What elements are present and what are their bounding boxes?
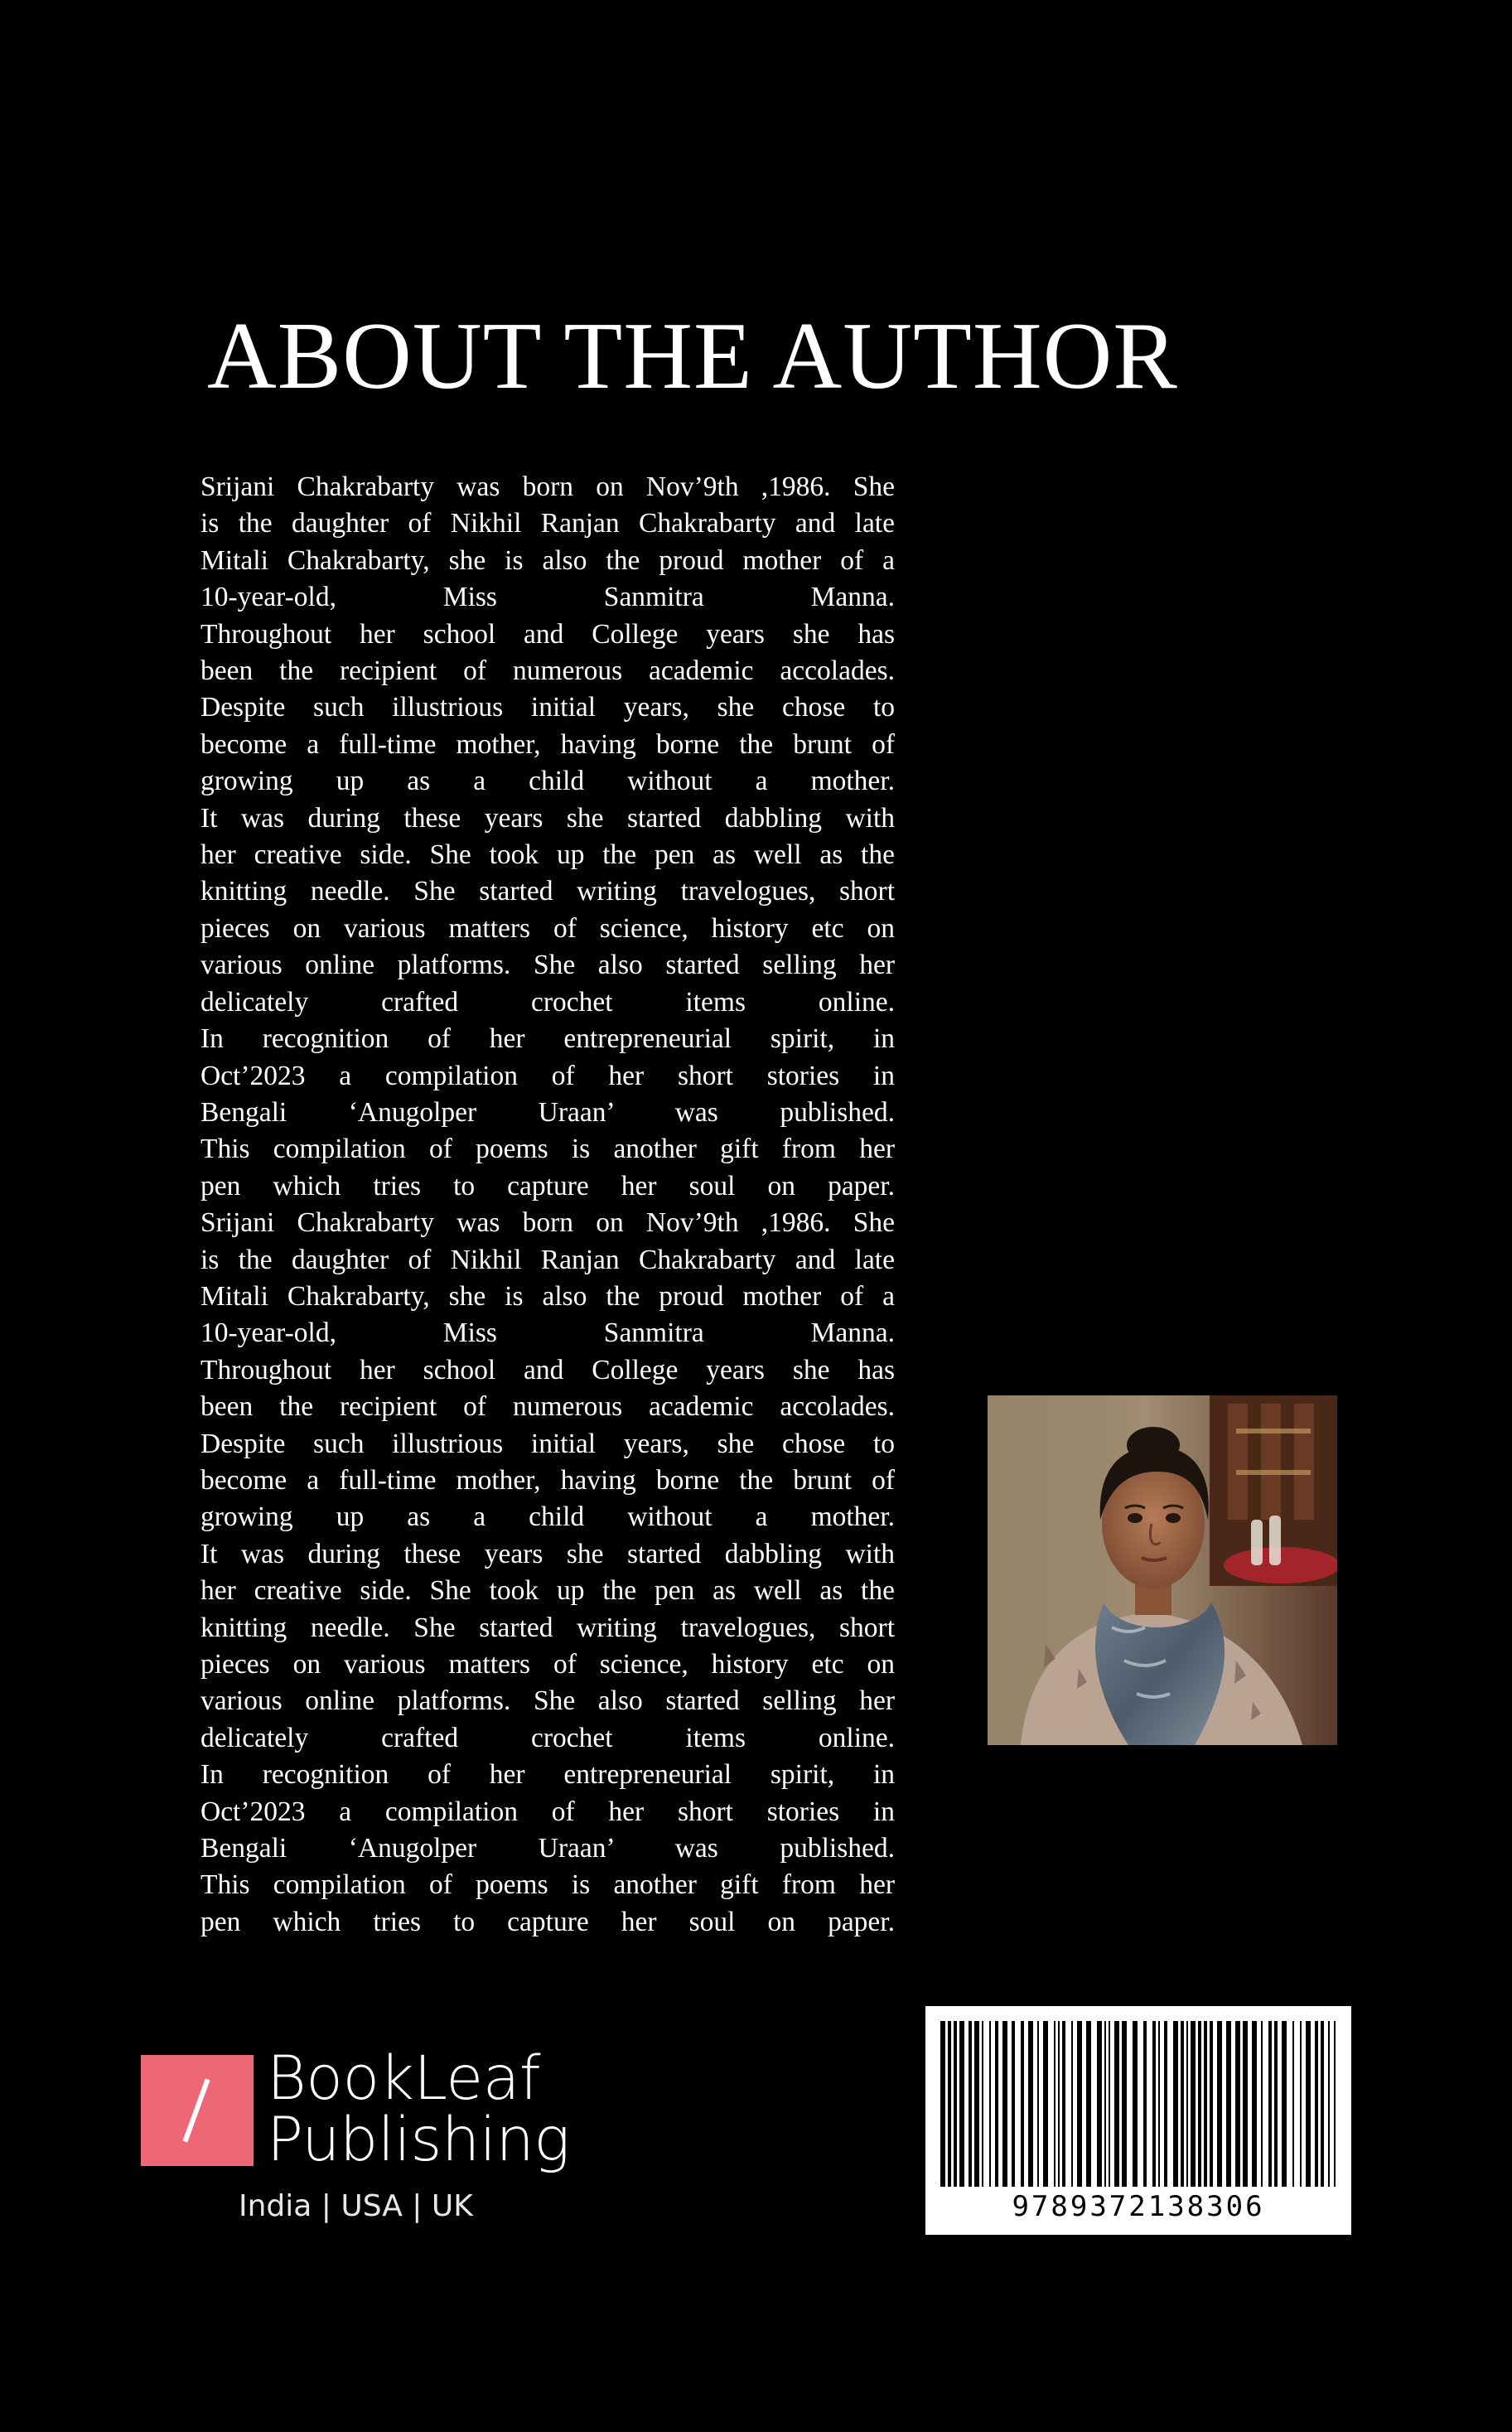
bio-line: It was during these years she started dabbling with (200, 1538, 895, 1569)
bio-line: growing up as a child without a mother. (200, 766, 895, 797)
barcode-bar (1104, 2021, 1106, 2187)
page-title: ABOUT THE AUTHOR (207, 303, 1178, 409)
bio-line: is the daughter of Nikhil Ranjan Chakrabarty and late (200, 508, 895, 539)
barcode-bar (1086, 2021, 1091, 2187)
barcode-bar (1058, 2021, 1060, 2187)
author-photo (988, 1395, 1337, 1745)
barcode-bar (1158, 2021, 1160, 2187)
barcode-bar (1328, 2021, 1330, 2187)
barcode-bar (1133, 2021, 1138, 2187)
barcode-bar (1143, 2021, 1147, 2187)
isbn-number: 9789372138306 (1012, 2190, 1265, 2223)
barcode-bar (948, 2021, 951, 2187)
barcode-bar (1300, 2021, 1302, 2187)
bio-line: Bengali ‘Anugolper Uraan’ was published. (200, 1096, 895, 1128)
barcode-bars (937, 2021, 1340, 2187)
barcode-bar (1114, 2021, 1119, 2187)
barcode-bar (1122, 2021, 1127, 2187)
barcode-bar (1210, 2021, 1213, 2187)
barcode-bar (1097, 2021, 1102, 2187)
publisher-regions: India | USA | UK (239, 2189, 473, 2223)
bio-line: pieces on various matters of science, history etc on (200, 1649, 895, 1680)
barcode-bar (1217, 2021, 1222, 2187)
barcode-bar (1198, 2021, 1201, 2187)
barcode-bar (1186, 2021, 1188, 2187)
bio-line: This compilation of poems is another gift from her (200, 1134, 895, 1165)
bio-line: In recognition of her entrepreneurial spirit, in (200, 1023, 895, 1055)
bio-line: been the recipient of numerous academic accolades. (200, 1391, 895, 1423)
bio-line: pieces on various matters of science, history etc on (200, 912, 895, 944)
bio-line: knitting needle. She started writing travelogues, short (200, 1612, 895, 1643)
barcode-bar (1252, 2021, 1257, 2187)
bio-line: various online platforms. She also started selling her (200, 950, 895, 981)
publisher-logo-mark (141, 2055, 254, 2166)
barcode-bar (1077, 2021, 1082, 2187)
barcode-bar (969, 2021, 972, 2187)
publisher-name (267, 2043, 570, 2175)
barcode-bar (1152, 2021, 1156, 2187)
isbn-barcode (925, 2006, 1351, 2235)
bio-line: pen which tries to capture her soul on paper. (200, 1906, 895, 1937)
author-bio (200, 469, 895, 1941)
barcode-bar (1028, 2021, 1033, 2187)
barcode-bar (954, 2021, 957, 2187)
bio-line: It was during these years she started dabbling with (200, 802, 895, 834)
barcode-bar (940, 2021, 945, 2187)
bio-line: This compilation of poems is another gift from her (200, 1869, 895, 1901)
barcode-bar (1191, 2021, 1196, 2187)
barcode-bar (989, 2021, 991, 2187)
barcode-bar (982, 2021, 983, 2187)
bio-line: various online platforms. She also started selling her (200, 1685, 895, 1717)
barcode-bar (1261, 2021, 1263, 2187)
barcode-bar (995, 2021, 998, 2187)
bio-line: Despite such illustrious initial years, she chose to (200, 1428, 895, 1459)
bio-line: delicately crafted crochet items online. (200, 986, 895, 1018)
slash-icon (183, 2078, 210, 2142)
bio-line: In recognition of her entrepreneurial spirit, in (200, 1759, 895, 1791)
bio-line: been the recipient of numerous academic accolades. (200, 655, 895, 687)
barcode-bar (1062, 2021, 1065, 2187)
barcode-bar (1268, 2021, 1272, 2187)
bio-line: her creative side. She took up the pen as well as the (200, 839, 895, 871)
barcode-bar (1235, 2021, 1240, 2187)
bio-line: her creative side. She took up the pen as well as the (200, 1575, 895, 1607)
barcode-bar (1181, 2021, 1184, 2187)
bio-line: Despite such illustrious initial years, she chose to (200, 692, 895, 723)
barcode-bar (1243, 2021, 1248, 2187)
bio-line: Throughout her school and College years she has (200, 1354, 895, 1385)
bio-line: Mitali Chakrabarty, she is also the proud mother of a (200, 1280, 895, 1312)
bio-line: Bengali ‘Anugolper Uraan’ was published. (200, 1833, 895, 1864)
barcode-bar (1021, 2021, 1024, 2187)
bio-line: become a full-time mother, having borne the brunt of (200, 1464, 895, 1496)
barcode-bar (1282, 2021, 1287, 2187)
barcode-bar (1043, 2021, 1048, 2187)
barcode-bar (1315, 2021, 1318, 2187)
bio-line: Oct’2023 a compilation of her short stories in (200, 1796, 895, 1827)
barcode-bar (1321, 2021, 1324, 2187)
barcode-bar (1054, 2021, 1056, 2187)
barcode-bar (959, 2021, 964, 2187)
barcode-bar (1306, 2021, 1311, 2187)
bio-line: is the daughter of Nikhil Ranjan Chakrabarty and late (200, 1244, 895, 1275)
bio-line: delicately crafted crochet items online. (200, 1722, 895, 1753)
barcode-bar (1012, 2021, 1015, 2187)
bio-line: Oct’2023 a compilation of her short stories in (200, 1060, 895, 1091)
bio-line: pen which tries to capture her soul on paper. (200, 1170, 895, 1201)
bio-line: Throughout her school and College years she has (200, 618, 895, 650)
bio-line: 10-year-old, Miss Sanmitra Manna. (200, 582, 895, 613)
bio-line: knitting needle. She started writing travelogues, short (200, 876, 895, 907)
barcode-bar (1002, 2021, 1007, 2187)
barcode-bar (1204, 2021, 1207, 2187)
bio-line: Srijani Chakrabarty was born on Nov’9th ,1986. She (200, 1207, 895, 1239)
bio-line: Mitali Chakrabarty, she is also the proud mother of a (200, 544, 895, 576)
barcode-bar (1164, 2021, 1167, 2187)
barcode-bar (1071, 2021, 1073, 2187)
bio-line: 10-year-old, Miss Sanmitra Manna. (200, 1318, 895, 1349)
barcode-bar (1292, 2021, 1294, 2187)
bio-line: become a full-time mother, having borne the brunt of (200, 728, 895, 760)
barcode-bar (1334, 2021, 1336, 2187)
publisher-name-line1: BookLeaf (267, 2043, 541, 2114)
publisher-name-line2: Publishing (267, 2105, 570, 2175)
barcode-bar (1274, 2021, 1278, 2187)
barcode-bar (1037, 2021, 1039, 2187)
barcode-bar (1226, 2021, 1231, 2187)
barcode-bar (1109, 2021, 1110, 2187)
bio-line: growing up as a child without a mother. (200, 1501, 895, 1533)
barcode-bar (1173, 2021, 1178, 2187)
bio-line: Srijani Chakrabarty was born on Nov’9th ,1986. She (200, 471, 895, 502)
barcode-bar (974, 2021, 979, 2187)
